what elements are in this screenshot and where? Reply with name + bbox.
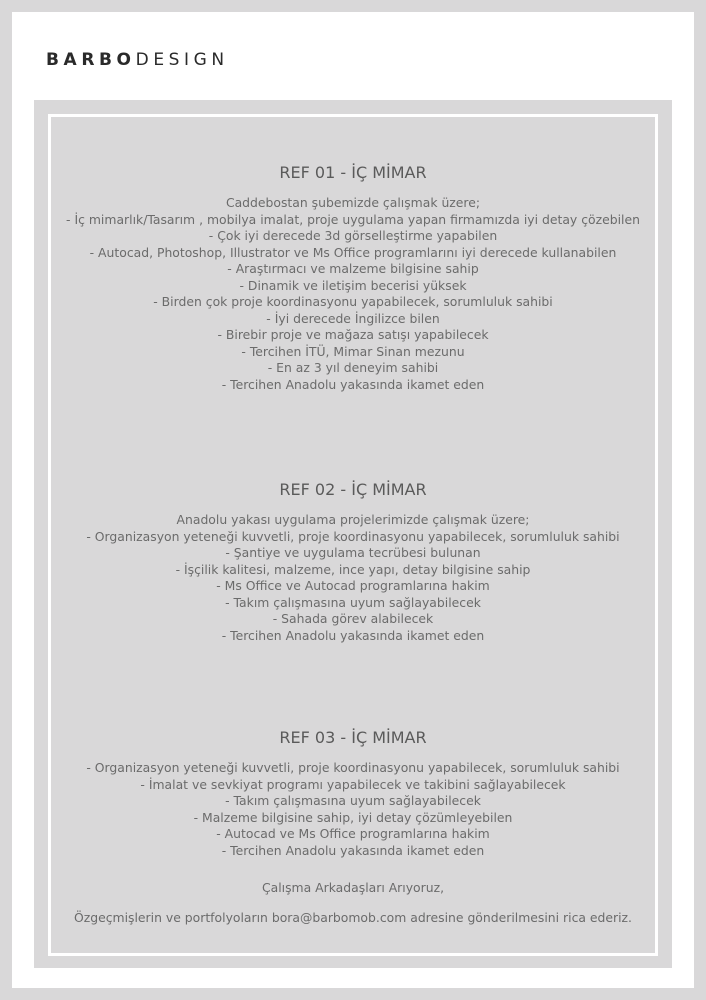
ref3-line: - Takım çalışmasına uyum sağlayabilecek bbox=[225, 793, 481, 808]
ref1-line: - Tercihen Anadolu yakasında ikamet eden bbox=[221, 376, 485, 392]
ref-section-3 bbox=[57, 728, 649, 859]
ref1-line: - Dinamik ve iletişim becerisi yüksek bbox=[239, 277, 467, 293]
announcement-frame bbox=[34, 100, 672, 968]
ref1-line: - İyi derecede İngilizce bilen bbox=[266, 310, 440, 326]
ref3-line: - Organizasyon yeteneği kuvvetli, proje koordinasyonu yapabilecek, sorumluluk sahibi bbox=[86, 760, 620, 775]
ref1-line: - Tercihen İTÜ, Mimar Sinan mezunu bbox=[241, 343, 465, 359]
ref2-line: - Organizasyon yeteneği kuvvetli, proje koordinasyonu yapabilecek, sorumluluk sahibi bbox=[86, 528, 620, 544]
ref3-line: - Tercihen Anadolu yakasında ikamet eden bbox=[221, 842, 485, 858]
ref1-line: - Araştırmacı ve malzeme bilgisine sahip bbox=[227, 261, 479, 276]
ref1-line: - Birebir proje ve mağaza satışı yapabilecek bbox=[217, 327, 489, 342]
ref2-line: - Ms Office ve Autocad programlarına hakim bbox=[216, 578, 490, 593]
frame-border bbox=[48, 114, 658, 956]
ref1-line: - Birden çok proje koordinasyonu yapabilecek, sorumluluk sahibi bbox=[153, 294, 553, 309]
brand-name-bold: BARBO bbox=[46, 50, 136, 70]
ref2-line: - Şantiye ve uygulama tecrübesi bulunan bbox=[225, 545, 481, 560]
page bbox=[12, 12, 694, 988]
ref1-line: Caddebostan şubemizde çalışmak üzere; bbox=[225, 195, 481, 210]
ref-section-1 bbox=[57, 163, 649, 393]
ref2-line: - Tercihen Anadolu yakasında ikamet eden bbox=[221, 627, 485, 643]
ref1-line: - Çok iyi derecede 3d görselleştirme yapabilen bbox=[208, 228, 498, 243]
ref2-line: - Sahada görev alabilecek bbox=[272, 611, 434, 626]
ref3-line: - İmalat ve sevkiyat programı yapabilecek ve takibini sağlayabilecek bbox=[140, 776, 566, 792]
ref-title-3: REF 03 - İÇ MİMAR bbox=[279, 728, 427, 747]
ref2-line: - İşçilik kalitesi, malzeme, ince yapı, detay bilgisine sahip bbox=[175, 561, 531, 577]
ref3-line: - Autocad ve Ms Office programlarına hakim bbox=[216, 826, 490, 841]
ref1-line: - En az 3 yıl deneyim sahibi bbox=[267, 360, 439, 375]
closing-contact: Özgeçmişlerin ve portfolyoların bora@barbomob.com adresine gönderilmesini rica ederiz. bbox=[73, 910, 633, 925]
announcement-content bbox=[57, 123, 649, 947]
brand-name-light: DESIGN bbox=[135, 50, 229, 70]
ref2-line: Anadolu yakası uygulama projelerimizde çalışmak üzere; bbox=[176, 512, 530, 527]
ref-section-2 bbox=[57, 480, 649, 644]
ref2-line: - Takım çalışmasına uyum sağlayabilecek bbox=[225, 594, 481, 610]
brand-logo bbox=[46, 50, 229, 70]
ref1-line: - İç mimarlık/Tasarım , mobilya imalat, proje uygulama yapan firmamızda iyi detay çözebilen bbox=[66, 211, 640, 227]
ref-title-1: REF 01 - İÇ MİMAR bbox=[279, 163, 427, 182]
ref1-line: - Autocad, Photoshop, Illustrator ve Ms Office programlarını iyi derecede kullanabilen bbox=[89, 244, 617, 260]
ref3-line: - Malzeme bilgisine sahip, iyi detay çözümleyebilen bbox=[193, 809, 513, 825]
closing-seeking: Çalışma Arkadaşları Arıyoruz, bbox=[261, 880, 445, 895]
ref-title-2: REF 02 - İÇ MİMAR bbox=[279, 480, 427, 499]
